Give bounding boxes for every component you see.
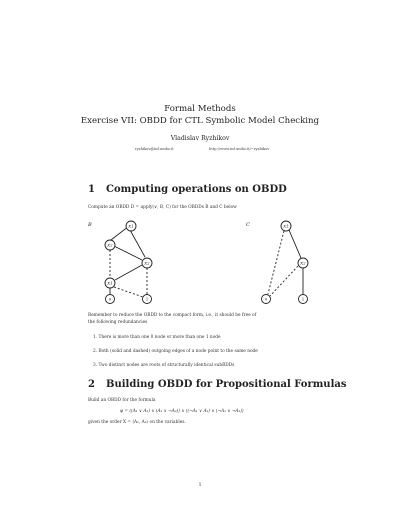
- paper-title-line-1: Formal Methods: [164, 104, 236, 114]
- graph-b-edge-x2a-x2b: [114, 246, 142, 260]
- obdd-graph-b: [95, 214, 165, 310]
- section-2-number: 2: [88, 379, 95, 390]
- section-1-title: Computing operations on OBDD: [106, 184, 287, 195]
- graph-c-label: C: [246, 222, 250, 228]
- page-number: 1: [198, 483, 202, 488]
- graph-b-node-label: X1: [128, 223, 134, 229]
- graph-c-node-label: X2: [300, 260, 306, 266]
- reminder-line-2: the following redundancies: [88, 320, 148, 325]
- reminder-line-1: Remember to reduce the OBDD to the compact form, i.e., it should be free of: [88, 313, 257, 318]
- variable-order-text: given the order X = ⟨A₁, A₂⟩ on the variables.: [88, 420, 186, 425]
- paper-title-line-2: Exercise VII: OBDD for CTL Symbolic Model Checking: [80, 116, 320, 126]
- graph-c-edge-x1-x2: [289, 230, 301, 258]
- section-1-heading: [88, 184, 287, 195]
- graph-b-node-label: X2: [107, 242, 113, 248]
- graph-b-edge-x2b-x1: [115, 265, 142, 280]
- graph-b-node-label: 0: [108, 296, 112, 302]
- graph-b-node-label: X1: [107, 280, 113, 286]
- section-2-heading: [88, 379, 346, 390]
- section-2-title: Building OBDD for Propositional Formulas: [106, 379, 347, 390]
- redundancy-item-3: 3. Two distinct nodes are roots of structurally identical subBDDs: [93, 363, 235, 368]
- section-1-number: 1: [88, 184, 95, 195]
- propositional-formula: φ = ((A₁ ∨ A₂) ∧ (A₁ ∨ ¬A₂)) ∧ ((¬A₁ ∨ A₂) ∧ (¬A₁ ∨ ¬A₂)): [120, 409, 244, 414]
- author-email: ryzhikov@inf.unibz.it: [135, 147, 174, 151]
- graph-c-node-label: 1: [301, 296, 305, 302]
- section-1-intro: Compute an OBDD D = apply(∨, B, C) for the OBDDs B and C below: [88, 205, 237, 210]
- graph-b-edge-x1-x2b: [130, 230, 145, 257]
- graph-b-label: B: [88, 222, 92, 228]
- redundancy-item-2: 2. Both (solid and dashed) outgoing edges of a node point to the same node: [93, 349, 258, 354]
- graph-c-node-label: X1: [283, 223, 289, 229]
- graph-c-node-label: 0: [264, 296, 268, 302]
- graph-b-edge-x1-1: [114, 287, 143, 297]
- graph-b-node-label: 1: [145, 296, 149, 302]
- section-2-intro: Build an OBDD for the formula: [88, 398, 156, 403]
- obdd-graph-c: [255, 214, 321, 310]
- graph-b-node-label: X2: [144, 260, 150, 266]
- author-homepage: http://www.inf.unibz.it/~ryzhikov: [209, 147, 270, 151]
- redundancy-item-1: 1. There is more than one 0 node or more than one 1 node: [93, 335, 221, 340]
- graph-c-edge-x1-0: [268, 231, 284, 294]
- author-name: Vladislav Ryzhikov: [170, 135, 230, 142]
